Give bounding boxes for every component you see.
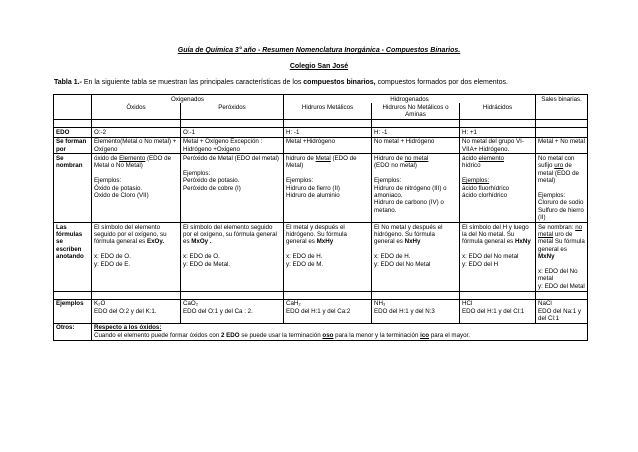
col-oxidos: Óxidos <box>92 103 181 119</box>
otros-note: Respecto a los óxidos: Cuando el elemento puede formar óxidos con 2 EDO se puede usar la terminación oso para la menor y la terminación ico para el mayor. <box>92 323 588 340</box>
col-hidracidos: Hidrácidos <box>460 103 536 119</box>
column-header-row <box>54 103 588 119</box>
row-label-formulas: Las fórmulas se escriben anotando <box>54 223 92 292</box>
table-row-nombran: Se nombran óxido de Elemento (EDO de Metal o No Metal) Ejemplos: Óxido de potasio. Oxido de Cloro (VII) Peróxido de Metal (EDO del metal) Ejemplos: Peróxido de potasio. Peróxido de cobre (I) hidruro de Metal (EDO de Metal) Ejemplos: Hidruro de fierro (II) Hidruro de aluminio Hidruro de no metal (EDO no metal) Ejemplos: Hidruro de nitrógeno (III) o amoniaco. Hidruro de carbono (IV) o metano. ácido elemento hídrico Ejemplos: ácido fluorhídrico ácido clorhídrico No metal con sufijo uro de metal (EDO de metal) Ejemplos: Cloruro de sodio Sulfuro de hierro (II) <box>54 154 588 223</box>
table-intro: Tabla 1.- En la siguiente tabla se muestran las principales características de los compuestos binarios, compuestos formados por dos elementos. <box>54 79 508 86</box>
table-row-edo: EDO O:-2 O:-1 H: -1 H: -1 H: +1 <box>54 128 588 137</box>
group-header-row <box>54 95 588 104</box>
table-row-forman: Se forman por Elemento(Metal o No metal) + Oxígeno Metal + Oxígeno Excepción : Hidrógeno +Oxigeno Metal +Hidrógeno No metal + Hidrógeno No metal del grupo VI-VIIA+ Hidrógeno. Metal + No metal <box>54 137 588 154</box>
school-name: Colegio San José <box>289 63 349 70</box>
table-row-formulas: Las fórmulas se escriben anotando El símbolo del elemento seguido por el oxígeno, su fórmula general es ExOy. x: EDO de O. y: EDO de E. El símbolo del elemento seguido por el oxígeno, su fórmula general es MxOy . x: EDO de O. y: EDO de Metal. El metal y después el hidrógeno. Su fórmula general es MxHy x: EDO de H. y: EDO de M. El No metal y después el hidrógeno. Su fórmula general es NxHy x: EDO de H. y: EDO del No Metal El símbolo del H y luego la del No metal. Su fórmula general es HxNy x: EDO del No metal y: EDO del H Se nombran: no metal uro de metal Su fórmula general es MxNy x: EDO del No metal y: EDO del Metal <box>54 223 588 292</box>
row-label-edo: EDO <box>54 128 92 137</box>
col-peroxidos: Peróxidos <box>181 103 284 119</box>
row-label-otros: Otros: <box>54 323 92 340</box>
col-hidruros-metalicos: Hidruros Metálicos <box>284 103 372 119</box>
group-oxigenados: Oxigenados <box>92 95 284 104</box>
document-title: Guía de Química 3° año - Resumen Nomenclatura Inorgánica - Compuestos Binarios. <box>177 47 461 54</box>
group-hidrogenados: Hidrogenados <box>284 95 536 104</box>
table-row-ejemplos: Ejemplos K₂O EDO del O:2 y del K:1. CaO₂ EDO del O:1 y del Ca : 2. CaH₂ EDO del H:1 y del Ca:2 NH₃ EDO del H:1 y del N:3 HCl EDO del H:1 y del Cl:1 NaCl EDO del Na:1 y del Cl:1 <box>54 299 588 323</box>
row-label-ejemplos: Ejemplos <box>54 299 92 323</box>
row-label-nombran: Se nombran <box>54 154 92 223</box>
col-hidruros-no-metalicos: Hidruros No Metálicos o Aminas <box>372 103 460 119</box>
nomenclature-table <box>53 94 588 341</box>
row-label-forman: Se forman por <box>54 137 92 154</box>
table-row-otros <box>54 323 588 340</box>
table-label: Tabla 1.- <box>54 79 82 86</box>
group-sales: Sales binarias. <box>536 95 588 104</box>
